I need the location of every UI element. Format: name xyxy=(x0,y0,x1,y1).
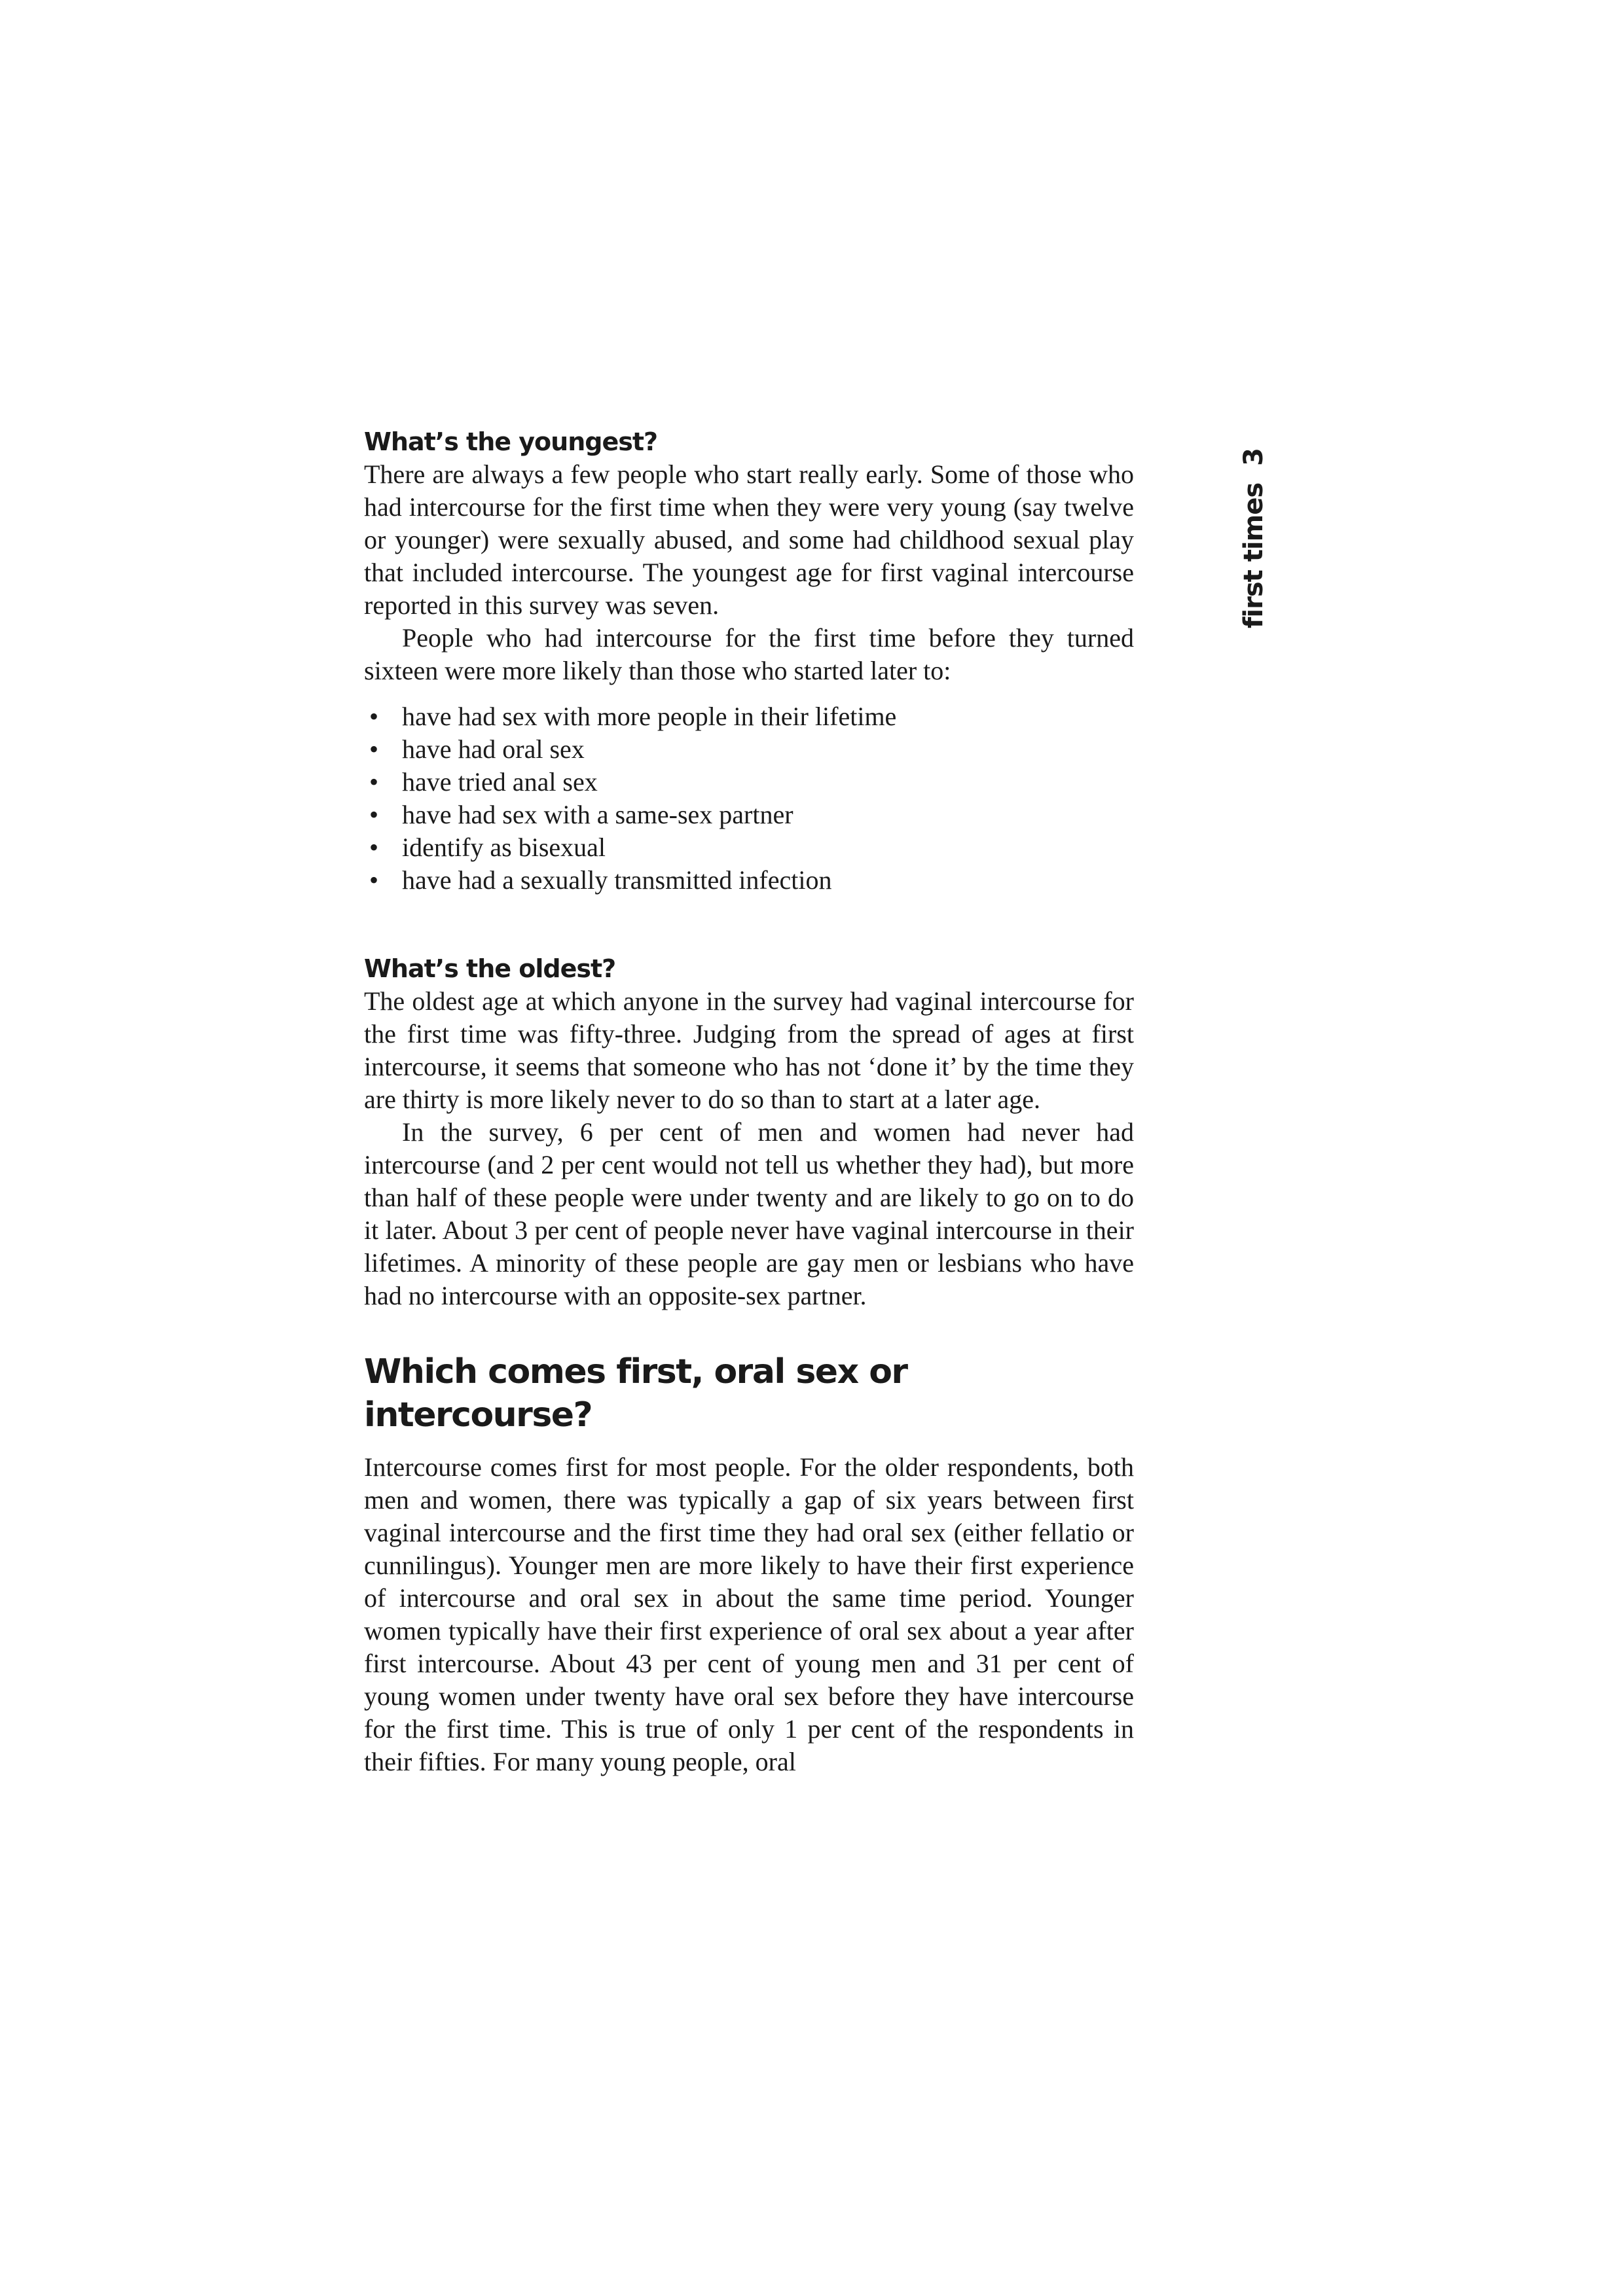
page-number: 3 xyxy=(1239,448,1269,466)
list-item-text: have had a sexually transmitted infection xyxy=(402,865,832,895)
running-head-section: first times xyxy=(1239,482,1269,628)
page-body xyxy=(364,425,1134,1778)
bullet-icon: • xyxy=(369,702,379,731)
list-item xyxy=(364,766,1134,798)
list-item xyxy=(364,798,1134,831)
youngest-paragraph-2: People who had intercourse for the first time before they turned sixteen were more likely than those who started later to: xyxy=(364,623,1134,685)
list-item xyxy=(364,733,1134,766)
bullet-icon: • xyxy=(369,800,379,829)
list-item-text: have had sex with a same-sex partner xyxy=(402,800,793,829)
which-first-paragraph-1: Intercourse comes first for most people. For the older respondents, both men and women, there was typically a gap of six years between first vaginal intercourse and the first time they had oral sex (either fellatio or cunnilingus). Younger men are more likely to have their first experience of intercourse and oral sex in about the same time period. Younger women typically have their first experience of oral sex about a year after first intercourse. About 43 per cent of young men and 31 per cent of young women under twenty have oral sex before they have intercourse for the first time. This is true of only 1 per cent of the respondents in their fifties. For many young people, oral xyxy=(364,1452,1134,1776)
running-head-text xyxy=(1237,448,1270,628)
list-item-text: have tried anal sex xyxy=(402,767,598,797)
which-first-heading: Which comes first, oral sex or intercourse? xyxy=(364,1352,907,1435)
youngest-paragraph-1: There are always a few people who start really early. Some of those who had intercourse for the first time when they were very young (say twelve or younger) were sexually abused, and some had childhood sexual play that included intercourse. The youngest age for first vaginal intercourse reported in this survey was seven. xyxy=(364,459,1134,620)
bullet-icon: • xyxy=(369,865,379,895)
youngest-heading: What’s the youngest? xyxy=(364,427,658,456)
list-item-text: have had sex with more people in their lifetime xyxy=(402,702,897,731)
oldest-heading: What’s the oldest? xyxy=(364,954,616,983)
oldest-paragraph-2: In the survey, 6 per cent of men and women had never had intercourse (and 2 per cent would not tell us whether they had), but more than half of these people were under twenty and are likely to go on to do it later. About 3 per cent of people never have vaginal intercourse in their lifetimes. A minority of these people are gay men or lesbians who have had no intercourse with an opposite-sex partner. xyxy=(364,1117,1134,1310)
list-item xyxy=(364,864,1134,897)
list-item xyxy=(364,700,1134,733)
oldest-paragraph-1: The oldest age at which anyone in the survey had vaginal intercourse for the first time was fifty-three. Judging from the spread of ages at first intercourse, it seems that someone who has not ‘done it’ by the time they are thirty is more likely never to do so than to start at a later age. xyxy=(364,986,1134,1114)
list-item xyxy=(364,831,1134,864)
bullet-icon: • xyxy=(369,767,379,797)
section-spacer xyxy=(364,897,1134,952)
running-head xyxy=(1224,432,1283,628)
youngest-bullet-list xyxy=(364,700,1134,897)
list-item-text: identify as bisexual xyxy=(402,833,606,862)
list-item-text: have had oral sex xyxy=(402,734,585,764)
bullet-icon: • xyxy=(369,833,379,862)
bullet-icon: • xyxy=(369,734,379,764)
